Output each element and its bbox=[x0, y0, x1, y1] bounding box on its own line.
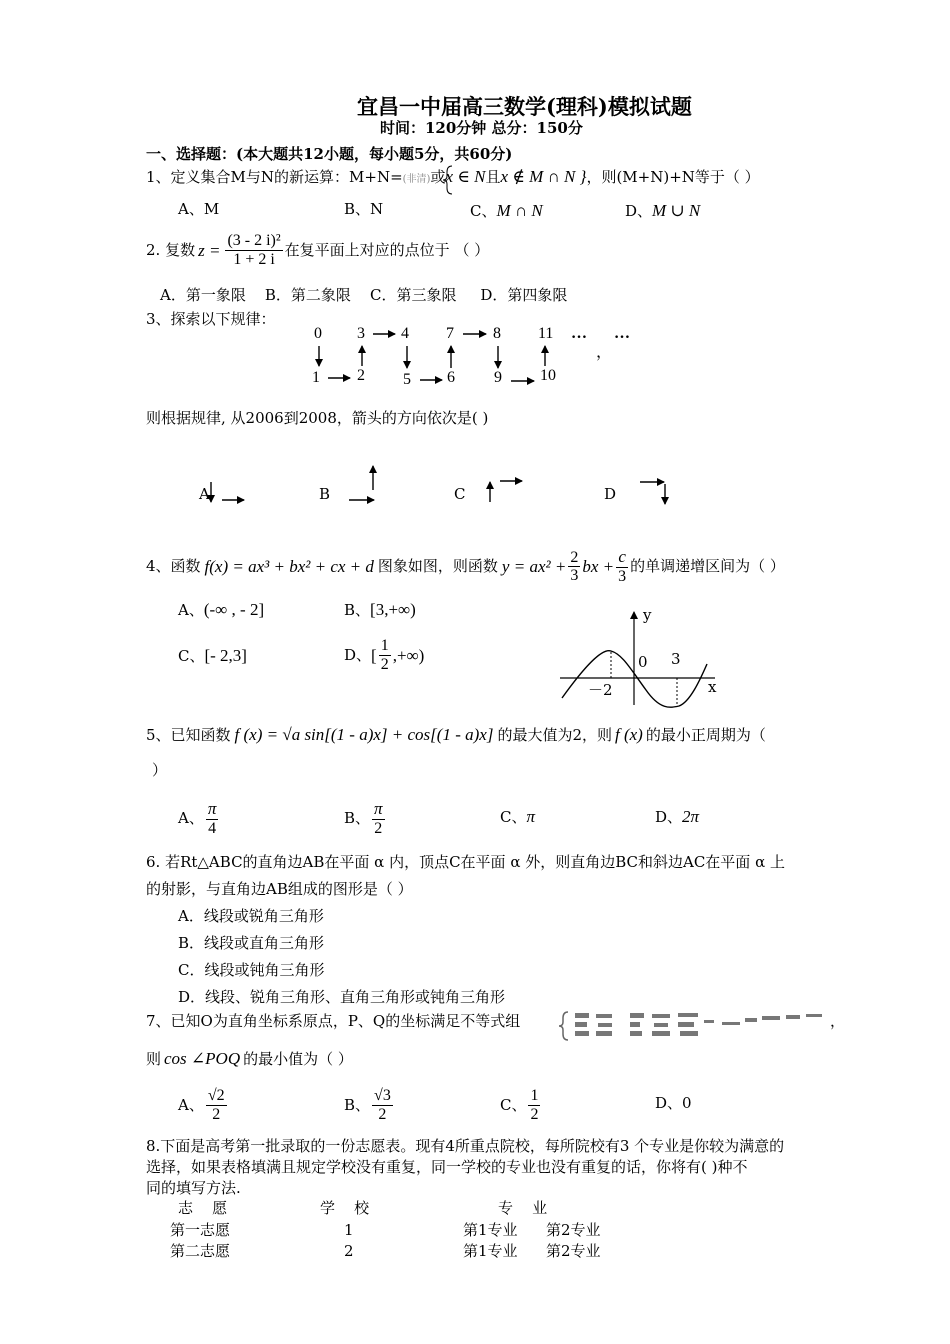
question-7: 7、已知O为直角坐标系原点，P、Q的坐标满足不等式组 bbox=[146, 1012, 521, 1030]
question-3: 3、探索以下规律： bbox=[146, 310, 276, 328]
table-header-major: 专 业 bbox=[498, 1199, 548, 1217]
exam-time-score: 时间：120分钟 总分：150分 bbox=[380, 119, 583, 137]
table-row-2-pref: 第二志愿 bbox=[170, 1242, 231, 1260]
q1-set-brace bbox=[443, 166, 452, 194]
table-header-preference: 志 愿 bbox=[178, 1199, 228, 1217]
q7-blurred-inequality bbox=[559, 1012, 822, 1040]
q3-option-b: B bbox=[319, 485, 331, 503]
q5-option-b: B、 $\frac{\pi}{2}$ bbox=[344, 799, 383, 837]
question-2: 2. 复数 z = $\frac{\text{(3 - 2 i)²}}{1 + 2 i}$ 在复平面上对应的点位于 （ ） bbox=[146, 232, 490, 268]
q4-option-a: A、(-∞ , - 2] bbox=[178, 600, 265, 619]
q6-option-d: D．线段、锐角三角形、直角三角形或钝角三角形 bbox=[178, 988, 506, 1006]
seq-bottom-2: 2 bbox=[357, 367, 365, 384]
q4-option-d: D、 [ $\frac{1}{2}$ ,+∞) bbox=[344, 637, 425, 673]
question-5: 5、已知函数 f (x) = √a sin[(1 - a)x] + cos[(1 - a)x] 的最大值为2，则 f (x) 的最小正周期为（ bbox=[146, 725, 766, 744]
q3-option-a: A bbox=[199, 485, 210, 503]
seq-bottom-6: 6 bbox=[447, 369, 455, 386]
seq-bottom-10: 10 bbox=[540, 367, 556, 384]
seq-comma: ， bbox=[596, 344, 613, 361]
seq-bottom-5: 5 bbox=[403, 371, 411, 388]
question-8-line-1: 8.下面是高考第一批录取的一份志愿表。现有4所重点院校，每所院校有3 个专业是你较为满意的 bbox=[146, 1137, 785, 1155]
q3-option-d: D bbox=[604, 485, 617, 503]
question-4: 4、函数 f(x) = ax³ + bx² + cx + d 图象如图，则函数 y = ax² + $\frac{2}{3}$ bx + $\frac{c}{3}$ 的单调递增区间为（ ） bbox=[146, 547, 785, 585]
q7-option-d: D、0 bbox=[655, 1094, 692, 1112]
table-row-1-pref: 第一志愿 bbox=[170, 1221, 231, 1239]
q1-option-d: D、M ∪ N bbox=[625, 201, 701, 220]
q6-option-b: B．线段或直角三角形 bbox=[178, 934, 325, 952]
q4-function-graph bbox=[560, 612, 715, 707]
q7-comma: ， bbox=[830, 1012, 846, 1030]
seq-top-11: 11 bbox=[538, 325, 554, 342]
table-header-school: 学 校 bbox=[320, 1199, 370, 1217]
table-row-1-major-2: 第2专业 bbox=[546, 1221, 601, 1239]
seq-top-7: 7 bbox=[446, 325, 454, 342]
graph-x-label: x bbox=[708, 678, 717, 696]
q7-option-c: C、 $\frac{1}{2}$ bbox=[500, 1087, 539, 1123]
table-row-2-major-2: 第2专业 bbox=[546, 1242, 601, 1260]
table-row-1-major-1: 第1专业 bbox=[463, 1221, 518, 1239]
question-6-line-1: 6. 若Rt△ABC的直角边AB在平面 α 内，顶点C在平面 α 外，则直角边BC和斜边AC在平面 α 上 bbox=[146, 853, 785, 871]
q6-option-c: C．线段或钝角三角形 bbox=[178, 961, 325, 979]
q2-options: A．第一象限 B．第二象限 C．第三象限 D．第四象限 bbox=[160, 286, 568, 304]
table-row-2-school: 2 bbox=[344, 1242, 354, 1260]
seq-top-4: 4 bbox=[401, 325, 409, 342]
graph-origin-label: 0 bbox=[638, 653, 648, 671]
q5-option-c: C、π bbox=[500, 807, 536, 826]
q5-close-paren: ） bbox=[152, 761, 168, 779]
q4-option-c: C、[- 2,3] bbox=[178, 646, 247, 665]
q3-option-c: C bbox=[454, 485, 466, 503]
q1-option-a: A、M bbox=[178, 200, 220, 218]
page-title: 宜昌一中届高三数学(理科)模拟试题 bbox=[357, 94, 692, 119]
question-3-prompt: 则根据规律, 从2006到2008，箭头的方向依次是( ) bbox=[146, 409, 489, 427]
q6-option-a: A．线段或锐角三角形 bbox=[178, 907, 324, 925]
seq-ellipsis-1: … bbox=[571, 325, 587, 342]
question-1: 1、定义集合M与N的新运算：M+N=(非清)或x ∈ N且x ∉ M ∩ N }，则(M+N)+N等于（ ） bbox=[146, 167, 760, 186]
table-row-1-school: 1 bbox=[344, 1221, 354, 1239]
question-7-prompt: 则 cos ∠POQ 的最小值为（ ） bbox=[146, 1049, 353, 1068]
sequence-arrows bbox=[319, 334, 545, 381]
graph-y-label: y bbox=[643, 606, 652, 624]
q5-option-a: A、 $\frac{\pi}{4}$ bbox=[178, 799, 217, 837]
seq-top-3: 3 bbox=[357, 325, 365, 342]
seq-top-8: 8 bbox=[493, 325, 501, 342]
question-6-line-2: 的射影，与直角边AB组成的图形是（ ） bbox=[146, 880, 413, 898]
seq-top-0: 0 bbox=[314, 325, 322, 342]
q3-option-arrows bbox=[211, 466, 665, 504]
q1-option-b: B、N bbox=[344, 200, 384, 218]
q7-option-b: B、 $\frac{√3}{2}$ bbox=[344, 1087, 391, 1123]
question-8-line-3: 同的填写方法. bbox=[146, 1179, 241, 1197]
q4-option-b: B、[3,+∞) bbox=[344, 600, 416, 619]
graph-neg2-label: －2 bbox=[588, 681, 613, 699]
q1-option-c: C、M ∩ N bbox=[470, 201, 543, 220]
table-row-2-major-1: 第1专业 bbox=[463, 1242, 518, 1260]
section-heading: 一、选择题：(本大题共12小题，每小题5分，共60分) bbox=[146, 145, 513, 163]
q5-option-d: D、2π bbox=[655, 807, 700, 826]
question-8-line-2: 选择，如果表格填满且规定学校没有重复，同一学校的专业也没有重复的话，你将有( )种不 bbox=[146, 1158, 748, 1176]
q7-option-a: A、 $\frac{√2}{2}$ bbox=[178, 1087, 225, 1123]
seq-bottom-9: 9 bbox=[494, 369, 502, 386]
graph-three-label: 3 bbox=[671, 650, 681, 668]
q2-fraction: $\frac{\text{(3 - 2 i)²}}{1 + 2 i}$ bbox=[227, 232, 281, 268]
seq-ellipsis-2: … bbox=[614, 325, 630, 342]
seq-bottom-1: 1 bbox=[312, 369, 320, 386]
